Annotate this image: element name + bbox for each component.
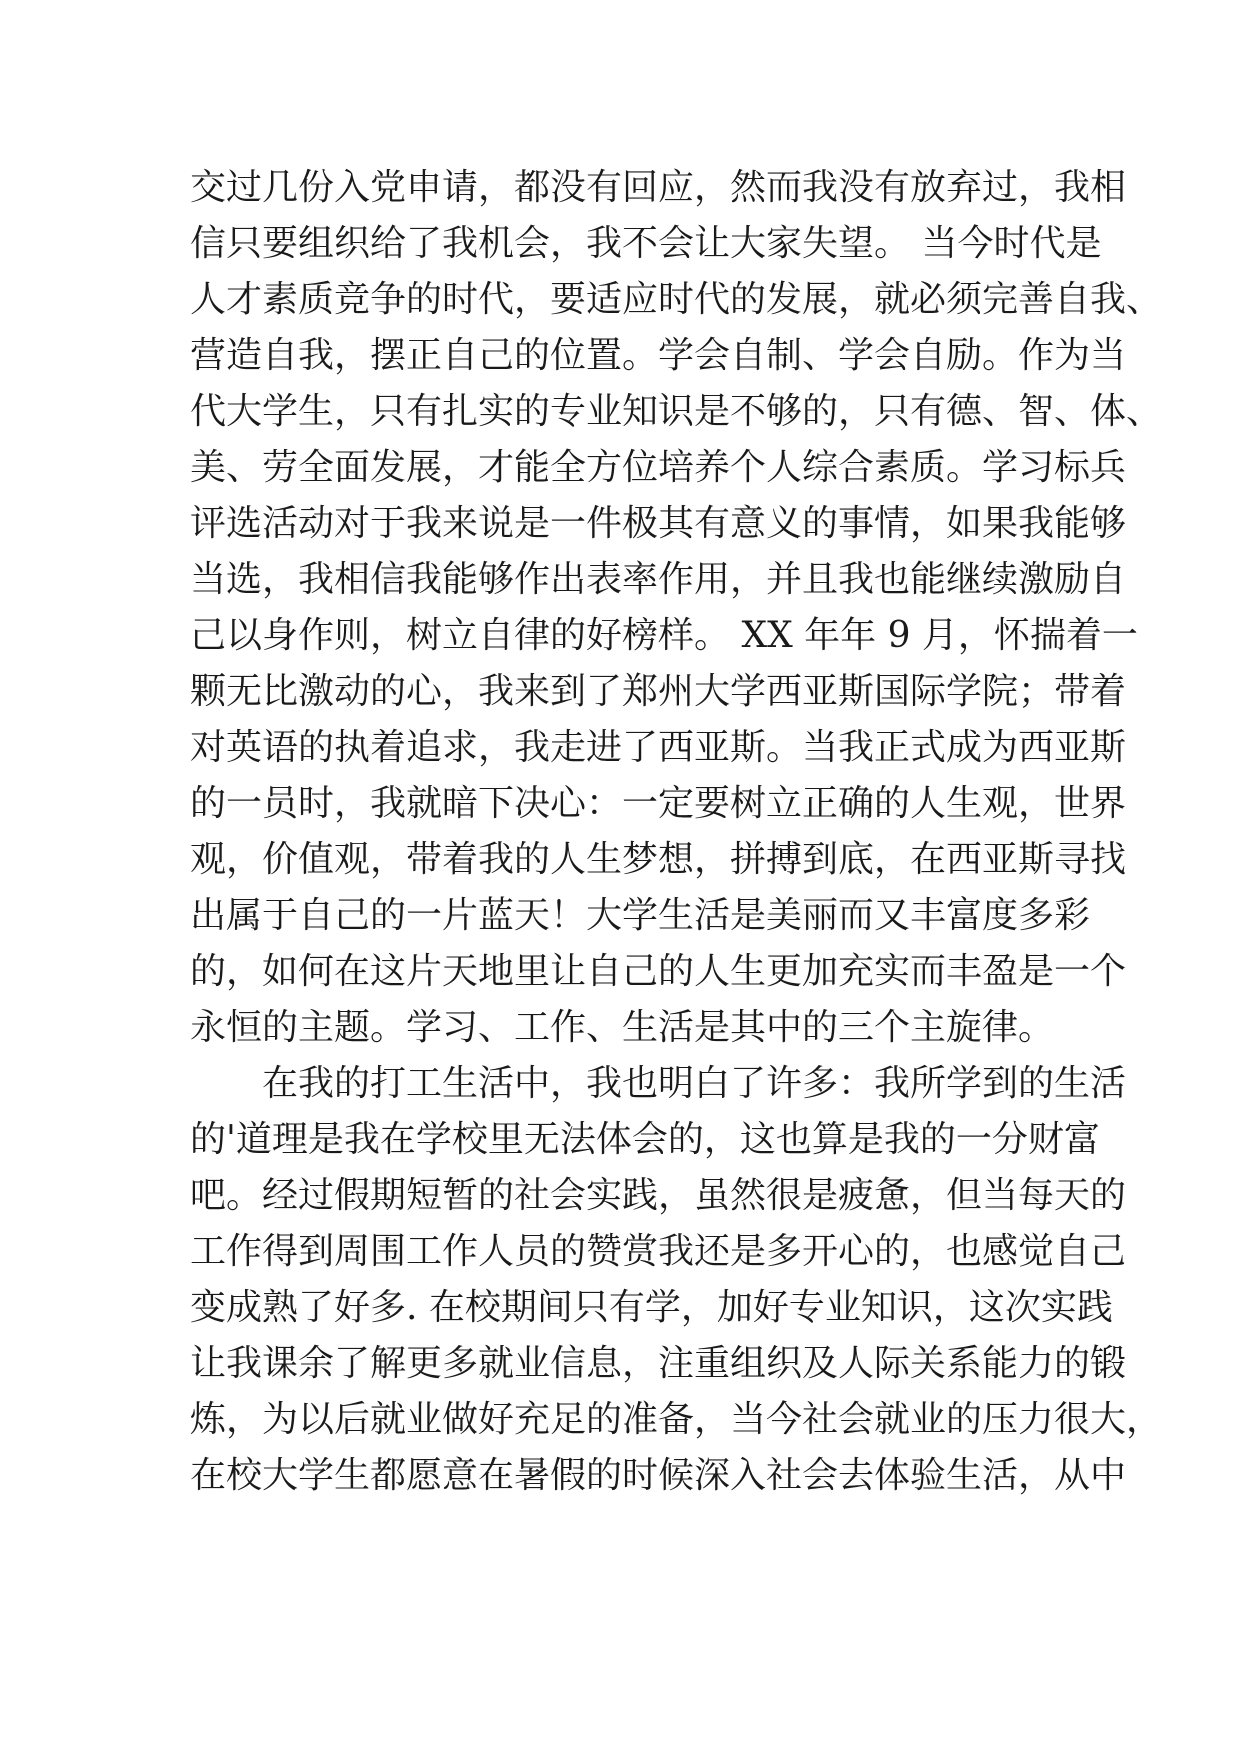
text-line: 交过几份入党申请，都没有回应，然而我没有放弃过，我相 xyxy=(190,167,1127,208)
text-line: 在我的打工生活中，我也明白了许多：我所学到的生活 xyxy=(262,1063,1127,1104)
text-line: 美、劳全面发展，才能全方位培养个人综合素质。学习标兵 xyxy=(190,447,1127,488)
text-line: 工作得到周围工作人员的赞赏我还是多开心的，也感觉自己 xyxy=(190,1231,1127,1272)
text-line: 人才素质竞争的时代，要适应时代的发展，就必须完善自我、 xyxy=(190,279,1163,320)
body-text xyxy=(190,160,1163,1504)
text-line: 炼，为以后就业做好充足的准备，当今社会就业的压力很大， xyxy=(190,1399,1163,1440)
text-line: 己以身作则，树立自律的好榜样。 XX 年年 9 月，怀揣着一 xyxy=(190,615,1138,656)
text-line: 营造自我，摆正自己的位置。学会自制、学会自励。作为当 xyxy=(190,335,1127,376)
text-line: 的，如何在这片天地里让自己的人生更加充实而丰盈是一个 xyxy=(190,951,1127,992)
text-line: 观，价值观，带着我的人生梦想，拼搏到底，在西亚斯寻找 xyxy=(190,839,1127,880)
paragraph-2 xyxy=(190,1056,1163,1504)
text-line: 出属于自己的一片蓝天！大学生活是美丽而又丰富度多彩 xyxy=(190,895,1091,936)
text-line: 代大学生，只有扎实的专业知识是不够的，只有德、智、体、 xyxy=(190,391,1163,432)
text-line: 对英语的执着追求，我走进了西亚斯。当我正式成为西亚斯 xyxy=(190,727,1127,768)
text-line: 让我课余了解更多就业信息，注重组织及人际关系能力的锻 xyxy=(190,1343,1127,1384)
text-line: 永恒的主题。学习、工作、生活是其中的三个主旋律。 xyxy=(190,1007,1055,1048)
text-line: 评选活动对于我来说是一件极其有意义的事情，如果我能够 xyxy=(190,503,1127,544)
text-line: 的'道理是我在学校里无法体会的，这也算是我的一分财富 xyxy=(190,1119,1100,1160)
text-line: 吧。经过假期短暂的社会实践，虽然很是疲惫，但当每天的 xyxy=(190,1175,1127,1216)
text-line: 当选，我相信我能够作出表率作用，并且我也能继续激励自 xyxy=(190,559,1127,600)
text-line: 的一员时，我就暗下决心：一定要树立正确的人生观，世界 xyxy=(190,783,1127,824)
text-line: 变成熟了好多. 在校期间只有学，加好专业知识，这次实践 xyxy=(190,1287,1113,1328)
text-line: 信只要组织给了我机会，我不会让大家失望。 当今时代是 xyxy=(190,223,1102,264)
text-line: 颗无比激动的心，我来到了郑州大学西亚斯国际学院；带着 xyxy=(190,671,1127,712)
text-line: 在校大学生都愿意在暑假的时候深入社会去体验生活，从中 xyxy=(190,1455,1127,1496)
paragraph-1 xyxy=(190,160,1163,1056)
